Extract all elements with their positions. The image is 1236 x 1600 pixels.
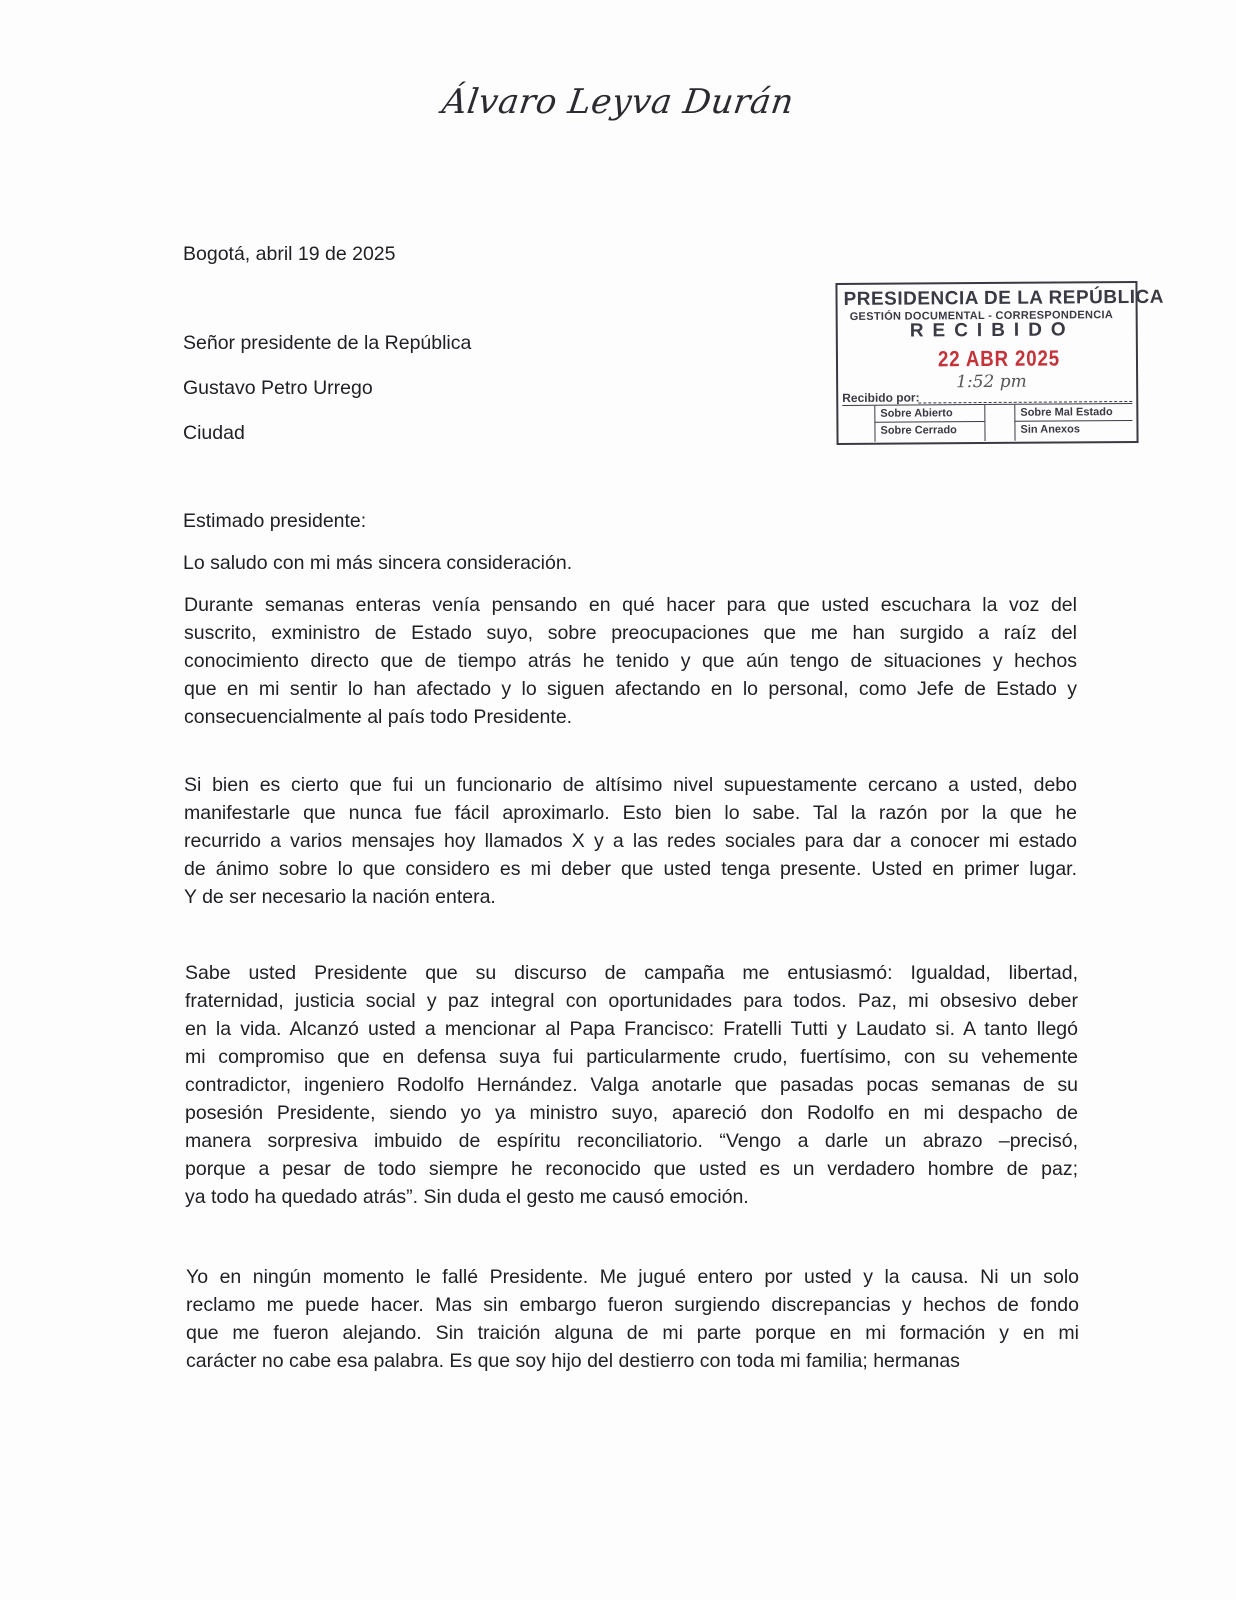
paragraph-line: contradictor, ingeniero Rodolfo Hernández. Valga anotarle que pasadas pocas semanas de su [185,1074,1078,1096]
recipient-city: Ciudad [183,422,245,444]
stamp-date: 22 ABR 2025 [937,345,1061,372]
stamp-sobre-mal-estado: Sobre Mal Estado [1020,406,1113,419]
paragraph-line: que en mi sentir lo han afectado y lo siguen afectando en lo personal, como Jefe de Estado y [184,678,1077,700]
reception-stamp [835,281,1164,445]
paragraph-line: mi compromiso que en defensa suya fui particularmente crudo, fuertísimo, con su vehemente [185,1046,1078,1068]
paragraph-line: conocimiento directo que de tiempo atrás he tenido y que aún tengo de situaciones y hechos [184,650,1077,672]
recipient-name: Gustavo Petro Urrego [183,377,373,399]
paragraph-line: fraternidad, justicia social y paz integral con oportunidades para todos. Paz, mi obsesivo deber [185,990,1078,1012]
paragraph-line: porque a pesar de todo siempre he reconocido que usted es un verdadero hombre de paz; [185,1158,1078,1180]
stamp-checkbox-grid [842,403,1132,442]
paragraph-line: suscrito, exministro de Estado suyo, sobre preocupaciones que me han surgido a raíz del [184,622,1077,644]
paragraph-line: Y de ser necesario la nación entera. [184,886,496,908]
stamp-sin-anexos: Sin Anexos [1020,423,1081,436]
paragraph-1 [184,591,1077,731]
paragraph-line: Si bien es cierto que fui un funcionario de altísimo nivel supuestamente cercano a usted, debo [184,774,1077,796]
letterhead-signature: Álvaro Leyva Durán [439,82,797,122]
paragraph-line: manera sorpresiva imbuido de espíritu reconciliatorio. “Vengo a darle un abrazo –precisó, [185,1130,1078,1152]
paragraph-line: Sabe usted Presidente que su discurso de campaña me entusiasmó: Igualdad, libertad, [185,962,1078,984]
paragraph-line: reclamo me puede hacer. Mas sin embargo fueron surgiendo discrepancias y hechos de fondo [186,1294,1079,1316]
paragraph-line: carácter no cabe esa palabra. Es que soy hijo del destierro con toda mi familia; hermanas [186,1350,960,1372]
paragraph-line: manifestarle que nunca fue fácil aproximarlo. Esto bien lo sabe. Tal la razón por la que he [184,802,1077,824]
paragraph-line: que me fueron alejando. Sin traición alguna de mi parte porque en mi formación y en mi [186,1322,1079,1344]
paragraph-line: Durante semanas enteras venía pensando en qué hacer para que usted escuchara la voz del [184,594,1077,616]
paragraph-2 [184,771,1077,911]
paragraph-line: de ánimo sobre lo que considero es mi deber que usted tenga presente. Usted en primer lugar. [184,858,1077,880]
stamp-received-by: Recibido por: [842,390,920,406]
date-line: Bogotá, abril 19 de 2025 [183,243,396,265]
greeting: Lo saludo con mi más sincera consideración. [183,552,573,574]
stamp-sobre-cerrado: Sobre Cerrado [880,424,957,437]
paragraph-line: Yo en ningún momento le fallé Presidente. Me jugué entero por usted y la causa. Ni un solo [186,1266,1079,1288]
paragraph-line: consecuencialmente al país todo Presidente. [184,706,573,728]
stamp-sobre-abierto: Sobre Abierto [880,407,953,420]
stamp-time: 1:52 pm [956,371,1027,393]
paragraph-line: ya todo ha quedado atrás”. Sin duda el gesto me causó emoción. [185,1186,749,1208]
paragraph-line: recurrido a varios mensajes hoy llamados X y a las redes sociales para dar a conocer mi estado [184,830,1077,852]
stamp-subtitle: GESTIÓN DOCUMENTAL - CORRESPONDENCIA [849,309,1114,323]
paragraph-line: en la vida. Alcanzó usted a mencionar al Papa Francisco: Fratelli Tutti y Laudato si. A tanto llegó [185,1018,1078,1040]
paragraph-line: posesión Presidente, siendo yo ya ministro suyo, apareció don Rodolfo en mi despacho de [185,1102,1078,1124]
paragraph-4 [186,1263,1079,1375]
recipient-title: Señor presidente de la República [183,332,472,354]
stamp-status: RECIBIDO [909,319,1075,342]
paragraph-3 [185,959,1078,1211]
salutation: Estimado presidente: [183,510,367,532]
stamp-title: PRESIDENCIA DE LA REPÚBLICA [843,286,1164,310]
